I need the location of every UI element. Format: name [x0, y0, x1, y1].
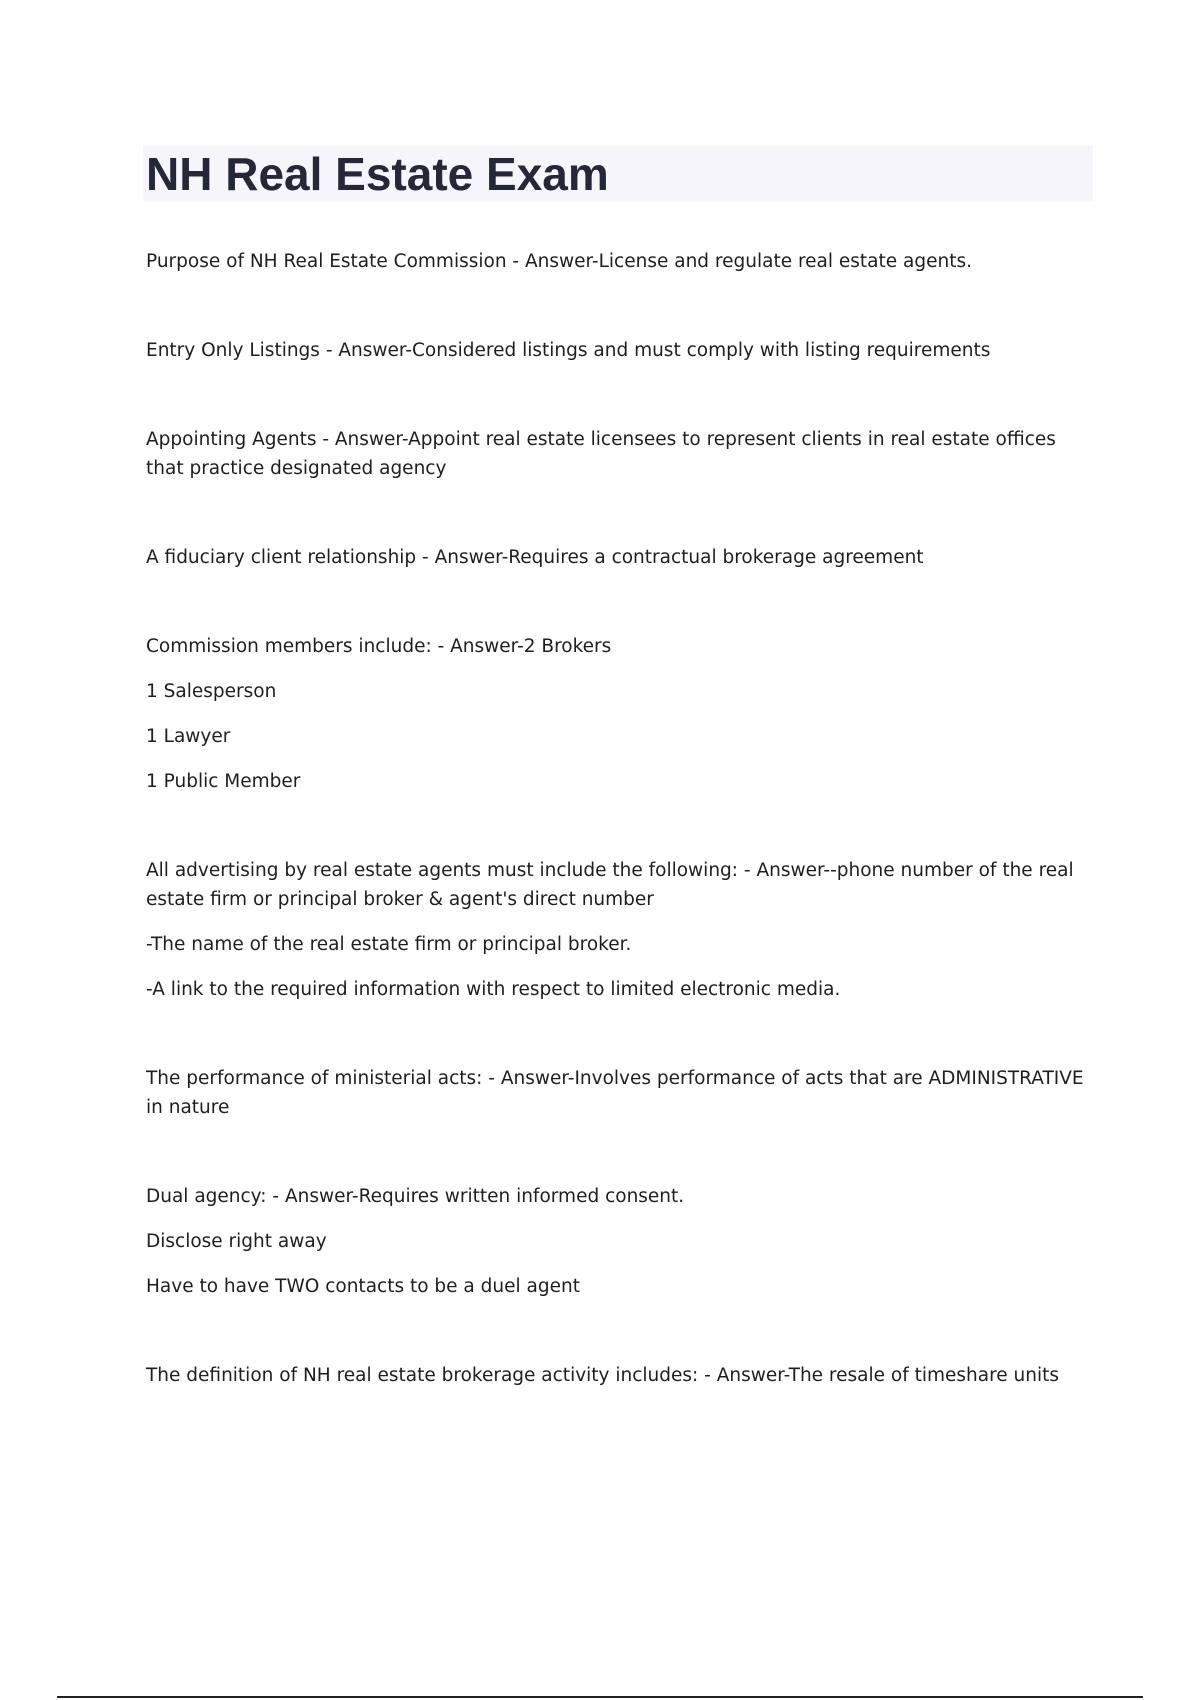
- qa-line: Entry Only Listings - Answer-Considered listings and must comply with listing requirements: [146, 340, 991, 361]
- qa-line: 1 Salesperson: [146, 681, 277, 702]
- qa-line: -The name of the real estate firm or principal broker.: [146, 934, 632, 955]
- qa-item: [146, 1064, 1091, 1122]
- qa-line: 1 Lawyer: [146, 726, 231, 747]
- qa-item: [146, 425, 1091, 483]
- qa-item: [146, 543, 1091, 572]
- qa-line: Commission members include: - Answer-2 Brokers: [146, 636, 612, 657]
- qa-line: Disclose right away: [146, 1231, 327, 1252]
- qa-item: [146, 336, 1091, 365]
- qa-line: -A link to the required information with respect to limited electronic media.: [146, 979, 841, 1000]
- qa-line: The definition of NH real estate brokerage activity includes: - Answer-The resale of timeshare units: [146, 1365, 1060, 1386]
- qa-list: [146, 247, 1091, 1450]
- qa-line: Have to have TWO contacts to be a duel agent: [146, 1276, 580, 1297]
- footer-divider: [57, 1696, 1143, 1698]
- qa-item: [146, 1361, 1091, 1390]
- qa-item: [146, 632, 1091, 796]
- qa-line: A fiduciary client relationship - Answer-Requires a contractual brokerage agreement: [146, 547, 924, 568]
- qa-line: Dual agency: - Answer-Requires written informed consent.: [146, 1186, 685, 1207]
- qa-line: The performance of ministerial acts: - Answer-Involves performance of acts that are ADMINISTRATIVE in nature: [146, 1068, 1084, 1118]
- qa-item: [146, 856, 1091, 1004]
- qa-item: [146, 1182, 1091, 1301]
- qa-line: All advertising by real estate agents must include the following: - Answer--phone number of the real estate firm or principal broker & agent's direct number: [146, 860, 1074, 910]
- qa-item: [146, 247, 1091, 276]
- qa-line: Purpose of NH Real Estate Commission - Answer-License and regulate real estate agents.: [146, 251, 972, 272]
- document-title: NH Real Estate Exam: [146, 148, 609, 200]
- qa-line: 1 Public Member: [146, 771, 301, 792]
- qa-line: Appointing Agents - Answer-Appoint real estate licensees to represent clients in real estate offices that practice designated agency: [146, 429, 1056, 479]
